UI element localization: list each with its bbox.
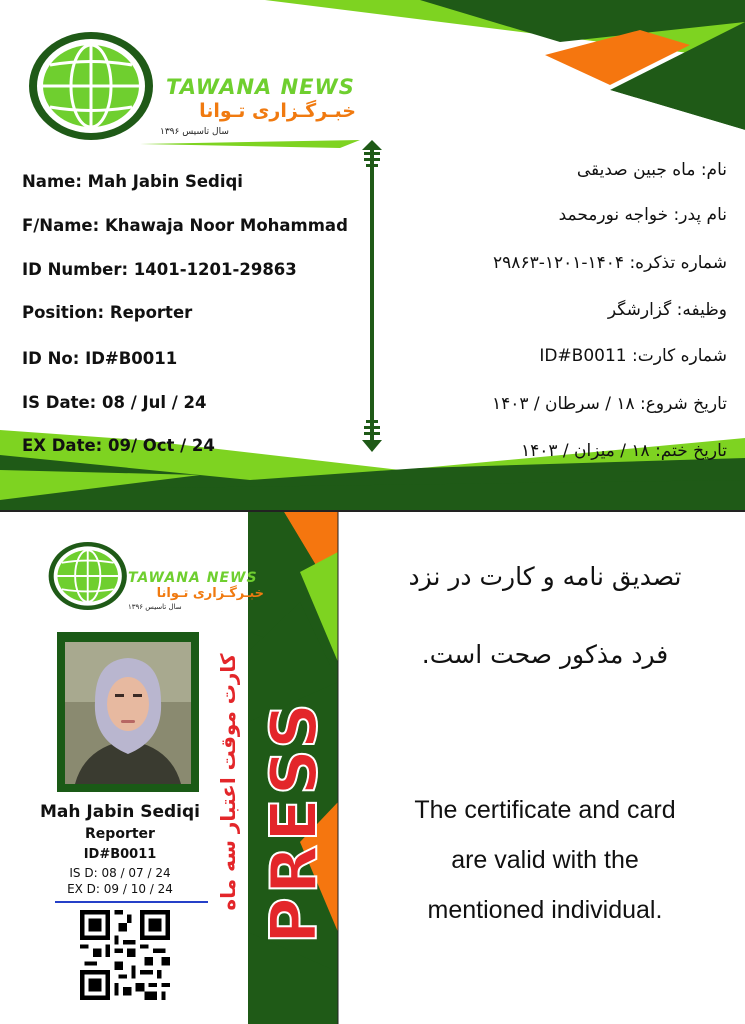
fa-name: نام: ماه جبین صدیقی	[576, 160, 727, 180]
en-father-name: F/Name: Khawaja Noor Mohammad	[22, 216, 348, 235]
confirm-en-line1: The certificate and card	[414, 796, 676, 824]
globe-logo-icon	[28, 30, 158, 142]
confirm-fa-line2: فرد مذکور صحت است.	[421, 640, 669, 669]
brand-founded-small: سال تاسیس ۱۳۹۶	[128, 603, 182, 611]
globe-logo-small-icon	[48, 540, 130, 612]
brand-name-fa: خبـرگـزاری تـوانا	[199, 100, 356, 122]
temporary-card-label: کارت موقت اعتبار سه ماه	[216, 653, 240, 911]
fa-position: وظیفه: گزارشگر	[607, 300, 727, 320]
fa-father-name: نام پدر: خواجه نورمحمد	[558, 205, 727, 225]
fa-card-number: شماره کارت: ID#B0011	[539, 346, 727, 366]
holder-name: Mah Jabin Sediqi	[40, 802, 200, 822]
press-label: PRESS	[258, 699, 332, 945]
brand-name-en: TAWANA NEWS	[166, 75, 355, 99]
en-id-no: ID No: ID#B0011	[22, 349, 178, 368]
brand-name-fa-small: خبـرگـزاری تـوانا	[156, 586, 264, 601]
holder-issue-date: IS D: 08 / 07 / 24	[69, 866, 171, 880]
en-id-number: ID Number: 1401-1201-29863	[22, 260, 297, 279]
en-expiry-date: EX Date: 09/ Oct / 24	[22, 436, 215, 455]
fa-start-date: تاریخ شروع: ۱۸ / سرطان / ۱۴۰۳	[491, 394, 727, 414]
fa-end-date: تاریخ ختم: ۱۸ / میزان / ۱۴۰۳	[520, 441, 727, 461]
brand-name-en-small: TAWANA NEWS	[128, 570, 258, 586]
qr-code-icon	[80, 910, 170, 1000]
holder-photo	[65, 642, 191, 784]
fa-id-number: شماره تذکره: ۱۴۰۴-۱۲۰۱-۲۹۸۶۳	[493, 253, 727, 273]
en-issue-date: IS Date: 08 / Jul / 24	[22, 393, 207, 412]
confirm-en-line2: are valid with the	[451, 846, 639, 874]
en-name: Name: Mah Jabin Sediqi	[22, 172, 243, 191]
id-card-back	[0, 512, 745, 1024]
confirm-fa-line1: تصدیق نامه و کارت در نزد	[408, 562, 682, 591]
confirm-en-line3: mentioned individual.	[427, 896, 663, 924]
en-position: Position: Reporter	[22, 303, 193, 322]
holder-position: Reporter	[85, 826, 155, 842]
holder-id: ID#B0011	[83, 847, 157, 862]
brand-founded: سال تاسیس ۱۳۹۶	[160, 127, 229, 137]
holder-expiry-date: EX D: 09 / 10 / 24	[67, 882, 173, 896]
